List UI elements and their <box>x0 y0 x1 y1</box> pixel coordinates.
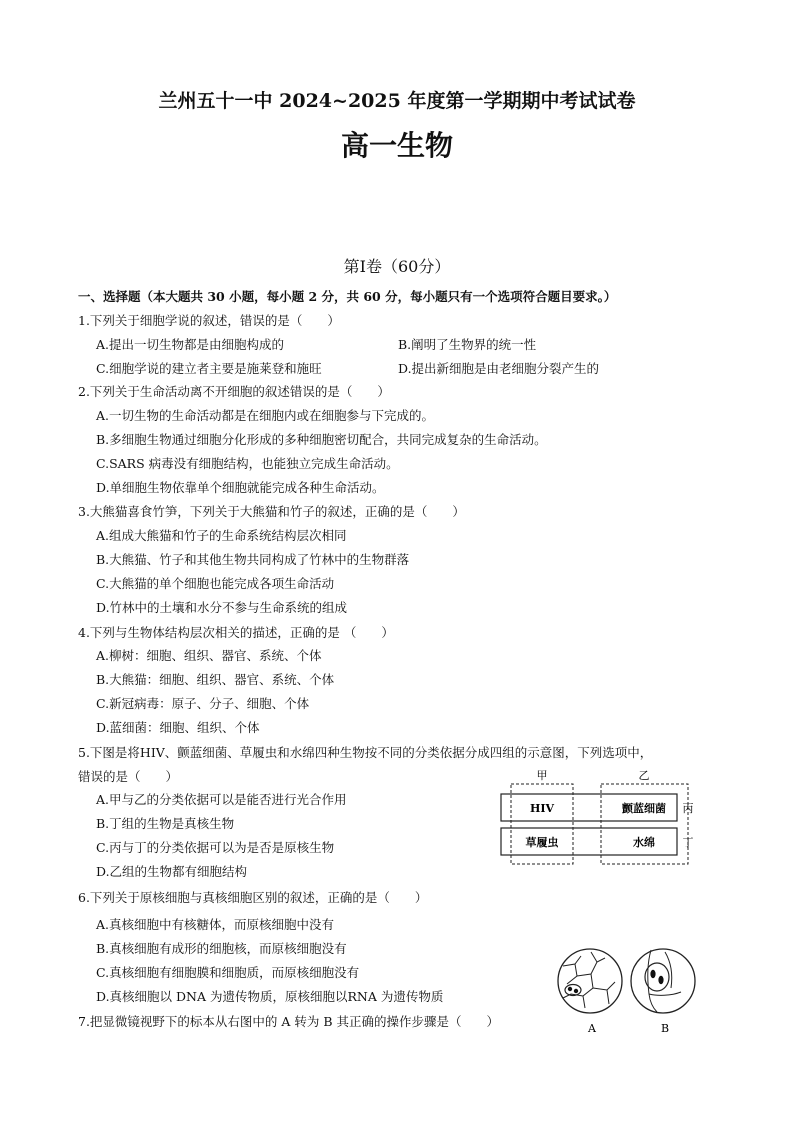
question-4-option-a: A.柳树：细胞、组织、器官、系统、个体 <box>96 648 322 663</box>
cell-cyanobacteria: 颤蓝细菌 <box>622 802 666 815</box>
row-label-ding: 丁 <box>682 836 694 849</box>
microscope-fields-diagram <box>553 944 703 1040</box>
question-7-stem: 7.把显微镜视野下的标本从右图中的 A 转为 B 其正确的操作步骤是（ ） <box>78 1014 500 1029</box>
question-2-stem: 2.下列关于生命活动离不开细胞的叙述错误的是（ ） <box>78 384 390 399</box>
question-3-option-c: C.大熊猫的单个细胞也能完成各项生命活动 <box>96 576 335 591</box>
question-1-stem: 1.下列关于细胞学说的叙述，错误的是（ ） <box>78 313 340 328</box>
question-1-option-d: D.提出新细胞是由老细胞分裂产生的 <box>398 361 600 376</box>
question-4-option-d: D.蓝细菌：细胞、组织、个体 <box>96 720 260 735</box>
cell-spirogyra: 水绵 <box>633 836 655 849</box>
column-label-jia: 甲 <box>536 769 548 782</box>
question-3-option-d: D.竹林中的土壤和水分不参与生命系统的组成 <box>96 600 348 615</box>
field-a-label: A <box>588 1022 596 1035</box>
cell-hiv: HIV <box>529 802 555 815</box>
question-6-option-a: A.真核细胞中有核糖体，而原核细胞中没有 <box>96 917 335 932</box>
question-5-option-a: A.甲与乙的分类依据可以是能否进行光合作用 <box>96 792 347 807</box>
question-2-option-d: D.单细胞生物依靠单个细胞就能完成各种生命活动。 <box>96 480 385 495</box>
column-label-yi: 乙 <box>638 769 650 782</box>
field-b <box>631 949 695 1013</box>
field-a <box>558 949 622 1013</box>
subject-title: 高一生物 <box>340 129 453 162</box>
question-5-option-d: D.乙组的生物都有细胞结构 <box>96 864 248 879</box>
question-5-option-b: B.丁组的生物是真核生物 <box>96 816 235 831</box>
question-2-option-a: A.一切生物的生命活动都是在细胞内或在细胞参与下完成的。 <box>96 408 435 423</box>
section-heading: 一、选择题（本大题共 30 小题，每小题 2 分，共 60 分，每小题只有一个选项符合题目要求。） <box>78 289 617 304</box>
question-2-option-c: C.SARS 病毒没有细胞结构，也能独立完成生命活动。 <box>96 456 399 471</box>
question-6-option-b: B.真核细胞有成形的细胞核，而原核细胞没有 <box>96 941 347 956</box>
question-5-option-c: C.丙与丁的分类依据可以为是否是原核生物 <box>96 840 335 855</box>
question-1-option-c: C.细胞学说的建立者主要是施莱登和施旺 <box>96 361 322 376</box>
question-4-option-b: B.大熊猫：细胞、组织、器官、系统、个体 <box>96 672 335 687</box>
column-yi-box <box>601 784 688 864</box>
row-label-bing: 丙 <box>682 802 694 815</box>
cell-paramecium: 草履虫 <box>525 836 559 849</box>
question-6-option-d: D.真核细胞以 DNA 为遗传物质，原核细胞以RNA 为遗传物质 <box>96 989 444 1004</box>
question-5-stem-continued: 错误的是（ ） <box>78 769 179 784</box>
question-2-option-b: B.多细胞生物通过细胞分化形成的多种细胞密切配合，共同完成复杂的生命活动。 <box>96 432 547 447</box>
question-3-option-a: A.组成大熊猫和竹子的生命系统结构层次相同 <box>96 528 347 543</box>
question-3-option-b: B.大熊猫、竹子和其他生物共同构成了竹林中的生物群落 <box>96 552 410 567</box>
question-1-option-b: B.阐明了生物界的统一性 <box>398 337 537 352</box>
part-heading: 第Ⅰ卷（60分） <box>343 257 451 276</box>
classification-diagram <box>496 766 706 872</box>
column-jia-box <box>511 784 573 864</box>
question-4-stem: 4.下列与生物体结构层次相关的描述，正确的是 （ ） <box>78 625 394 640</box>
question-4-option-c: C.新冠病毒：原子、分子、细胞、个体 <box>96 696 310 711</box>
question-6-stem: 6.下列关于原核细胞与真核细胞区别的叙述，正确的是（ ） <box>78 890 428 905</box>
question-5-stem: 5.下图是将HIV、颤蓝细菌、草履虫和水绵四种生物按不同的分类依据分成四组的示意图，下列选项中， <box>78 745 653 760</box>
question-1-option-a: A.提出一切生物都是由细胞构成的 <box>96 337 285 352</box>
exam-title: 兰州五十一中 2024~2025 年度第一学期期中考试试卷 <box>158 90 636 112</box>
question-6-option-c: C.真核细胞有细胞膜和细胞质，而原核细胞没有 <box>96 965 360 980</box>
field-b-label: B <box>660 1022 670 1035</box>
question-3-stem: 3.大熊猫喜食竹笋，下列关于大熊猫和竹子的叙述，正确的是（ ） <box>78 504 465 519</box>
